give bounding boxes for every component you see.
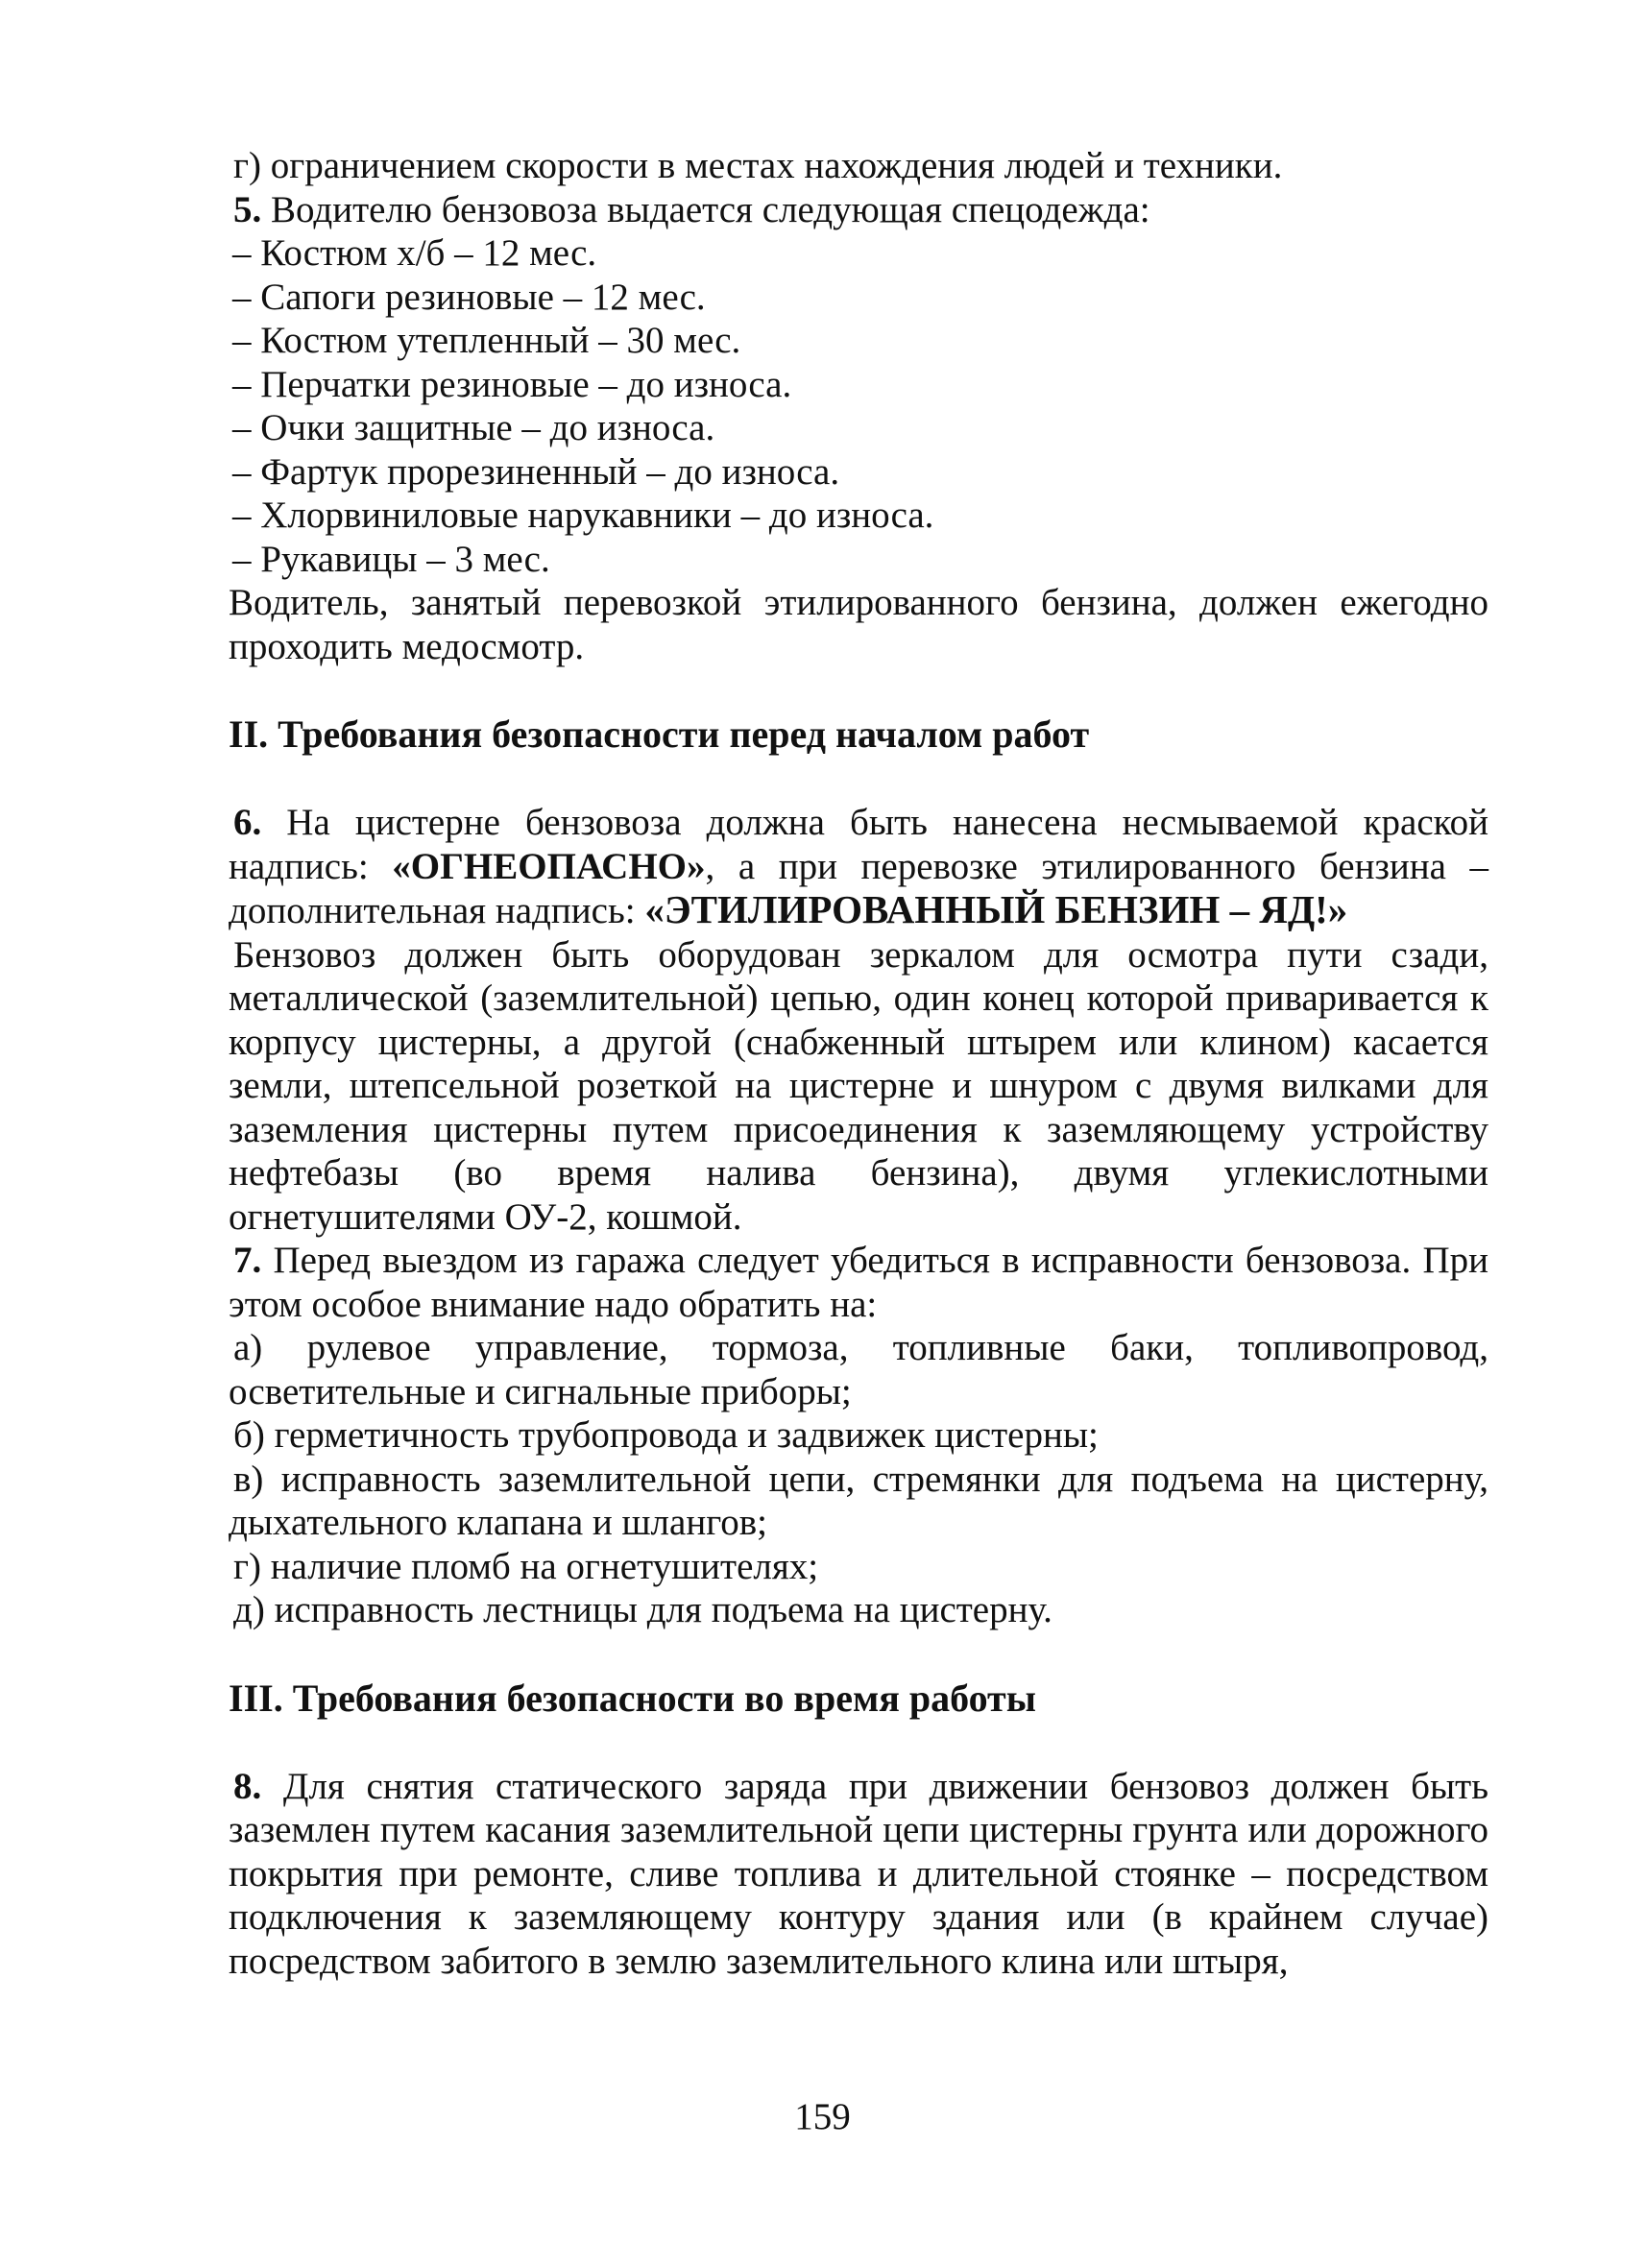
section-heading-3: III. Требования безопасности во время работы [229,1676,1036,1720]
paragraph-number: 7. [233,1240,262,1281]
list-item: г) наличие пломб на огнетушителях; [233,1545,819,1587]
list-item: д) исправность лестницы для подъема на цистерну. [233,1589,1052,1630]
paragraph-7 [229,1239,1488,1326]
list-item: – Костюм х/б – 12 мес. [232,232,597,274]
paragraph-note: Водитель, занятый перевозкой этилированного бензина, должен ежегодно проходить медосмотр. [229,582,1488,667]
list-item: а) рулевое управление, тормоза, топливные баки, топливопровод, осветительные и сигнальные приборы; [229,1327,1488,1412]
paragraph-text: Водителю бензовоза выдается следующая спецодежда: [261,188,1150,230]
list-item: – Перчатки резиновые – до износа. [232,363,792,405]
list-item: г) ограничением скорости в местах нахождения людей и техники. [233,145,1283,186]
section-heading-2: II. Требования безопасности перед началом работ [229,712,1090,756]
list-item: – Очки защитные – до износа. [232,407,715,448]
list-item: в) исправность заземлительной цепи, стремянки для подъема на цистерну, дыхательного клапана и шлангов; [229,1458,1488,1543]
list-item: – Фартук прорезиненный – до износа. [232,450,840,493]
paragraph-6 [229,801,1488,933]
paragraph-text: Перед выездом из гаража следует убедиться в исправности бензовоза. При этом особое внимание надо обратить на: [229,1240,1488,1325]
list-item: – Хлорвиниловые нарукавники – до износа. [232,495,934,536]
paragraph-number: 6. [233,802,262,843]
list-item: б) герметичность трубопровода и задвижек цистерны; [233,1414,1099,1456]
paragraph-text: , а при перевозке этилированного бензина – дополнительная надпись: [229,845,1488,931]
document-page [229,144,1488,1983]
paragraph-6-continued: Бензовоз должен быть оборудован зеркалом для осмотра пути сзади, металлической (заземлительной) цепью, один конец которой приваривается к корпусу цистерны, а другой (снабженный штырем или клином) касается земли, штепсельной розеткой на цистерне и шнуром с двумя вилками для заземления цистерны путем присоединения к заземляющему устройству нефтебазы (во время налива бензина), двумя углекислотными огнетушителями ОУ-2, кошмой. [229,933,1488,1238]
paragraph-5 [229,188,1488,232]
paragraph-8 [229,1765,1488,1984]
page-number: 159 [794,2096,851,2137]
list-item: – Сапоги резиновые – 12 мес. [232,276,706,318]
list-item: – Рукавицы – 3 мес. [232,538,550,580]
paragraph-number: 8. [233,1765,262,1807]
paragraph-text: Для снятия статического заряда при движении бензовоз должен быть заземлен путем касания заземлительной цепи цистерны грунта или дорожного покрытия при ремонте, сливе топлива и длительной стоянке – посредством подключения к заземляющему контуру здания или (в крайнем случае) посредством забитого в землю заземлительного клина или штыря, [229,1765,1488,1982]
warning-label: «ОГНЕОПАСНО» [392,845,706,887]
warning-label: «ЭТИЛИРОВАННЫЙ БЕНЗИН – ЯД!» [644,887,1348,931]
paragraph-text: На цистерне бензовоза должна быть нанесена несмываемой краской надпись: [229,802,1488,887]
paragraph-number: 5. [233,188,262,230]
list-item: – Костюм утепленный – 30 мес. [232,320,741,361]
